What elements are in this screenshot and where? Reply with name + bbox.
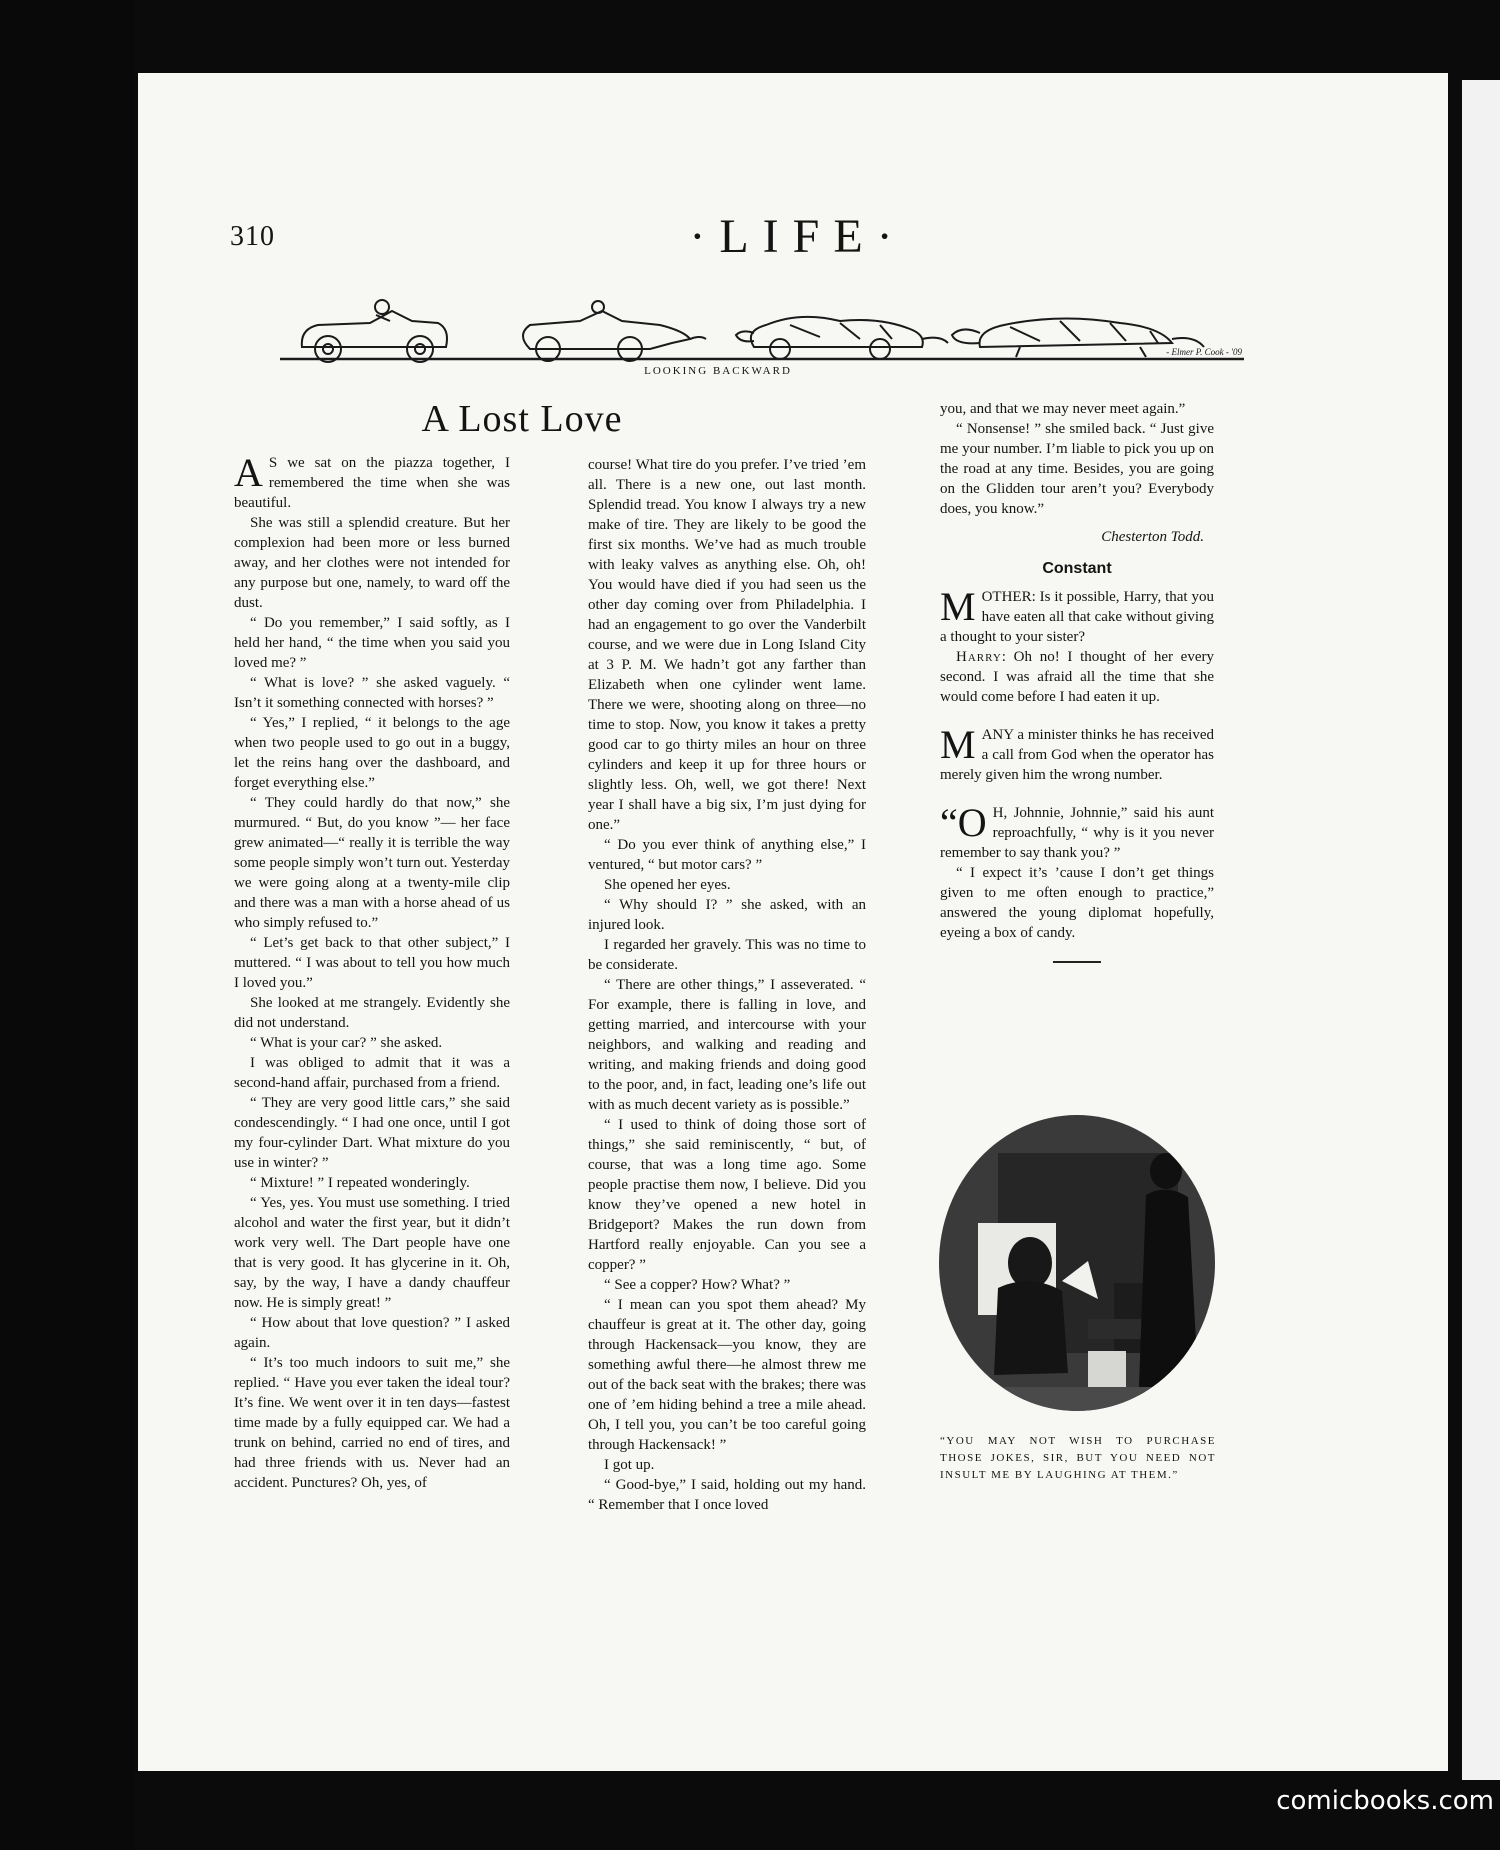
illustration-caption: “YOU MAY NOT WISH TO PURCHASE THOSE JOKES, SIR, BUT YOU NEED NOT INSULT ME BY LAUGHING AT THEM.” bbox=[940, 1435, 1216, 1481]
drop-cap: M bbox=[940, 584, 976, 629]
woman-head bbox=[1150, 1153, 1182, 1189]
paragraph: “ They could hardly do that now,” she murmured. “ But, do you know ”— her face grew animated—“ really it is terrible the way some people simply won’t turn out. Yesterday we were going along at a twenty-mile clip and there was a man with a horse ahead of us who simply refused to.” bbox=[234, 795, 510, 931]
paragraph bbox=[940, 647, 1214, 707]
paragraph: “ Yes, yes. You must use something. I tried alcohol and water the first year, but it didn’t work very well. The Dart people have one that is very good. It has glycerine in it. Oh, say, by the way, I have a dandy chauffeur now. He is simply great! ” bbox=[234, 1195, 510, 1311]
article-column-2 bbox=[588, 455, 866, 1515]
author-signature: Chesterton Todd. bbox=[1101, 529, 1204, 545]
paragraph bbox=[234, 450, 510, 513]
seated-man-body bbox=[994, 1281, 1068, 1375]
office-illustration bbox=[938, 1113, 1216, 1413]
drop-cap: M bbox=[940, 722, 976, 767]
paragraph bbox=[940, 722, 1214, 785]
paragraph: She was still a splendid creature. But her complexion had been more or less burned away, and her clothes were not intended for any purpose but one, namely, to ward off the dust. bbox=[234, 515, 510, 611]
paragraph bbox=[940, 584, 1214, 647]
scan-left-edge bbox=[0, 0, 135, 1850]
car-turtle-drawing bbox=[523, 301, 706, 361]
spacer bbox=[940, 707, 1214, 725]
paragraph: “ Do you ever think of anything else,” I ventured, “ but motor cars? ” bbox=[588, 837, 866, 873]
paragraph-text: OTHER: Is it possible, Harry, that you have eaten all that cake without giving a thought to your sister? bbox=[940, 589, 1214, 645]
paragraph: “ I used to think of doing those sort of things,” she said reminiscently, “ but, of course, that was a long time ago. Some people practise them now, I believe. Did you know they’ve opened a new hotel in Bridgeport? Makes the run down from Hartford really enjoyable. Can you see a copper? ” bbox=[588, 1117, 866, 1273]
paragraph: “ Mixture! ” I repeated wonderingly. bbox=[250, 1175, 470, 1191]
speaker-label: Harry bbox=[956, 649, 1002, 665]
paragraph: “ Yes,” I replied, “ it belongs to the age when two people used to go out in a buggy, let the reins hang over the dashboard, and forget everything else.” bbox=[234, 715, 510, 791]
paragraph: “ What is your car? ” she asked. bbox=[250, 1035, 443, 1051]
drop-cap: A bbox=[234, 450, 263, 495]
turtle-car-drawing bbox=[736, 317, 948, 359]
paragraph: “ Good-bye,” I said, holding out my hand. “ Remember that I once loved bbox=[588, 1477, 866, 1513]
paragraph: She opened her eyes. bbox=[604, 877, 731, 893]
paragraph: you, and that we may never meet again.” bbox=[940, 401, 1186, 417]
paragraph-text: ANY a minister thinks he has received a call from God when the operator has merely given him the wrong number. bbox=[940, 727, 1214, 783]
constant-title: Constant bbox=[1042, 560, 1112, 577]
paragraph: course! What tire do you prefer. I’ve tried ’em all. There is a new one, out last month. Splendid tread. You know I always try a new make of tire. They are likely to be good the first six months. We’ve had as much trouble with leaky valves as anything else. Oh, oh! You would have died if you had seen us the other day coming over from Philadelphia. I had an engagement to go over the Vanderbilt course, and we were due in Long Island City at 3 P. M. We hadn’t got any farther than Elizabeth when one cylinder went lame. There we were, shooting along on three—no time to stop. Now, you know it takes a pretty good car to go thirty miles an hour on three cylinders and keep it up for three hours or slightly less. Oh, well, we got there! Next year I shall have a big six, I’m just dying for one.” bbox=[588, 457, 866, 833]
paragraph-text: S we sat on the piazza together, I remembered the time when she was beautiful. bbox=[234, 455, 510, 511]
artist-signature: - Elmer P. Cook - '09 bbox=[1166, 347, 1242, 357]
banner-caption: LOOKING BACKWARD bbox=[644, 365, 792, 377]
paragraph: “ How about that love question? ” I asked again. bbox=[234, 1315, 510, 1351]
paragraph: “ Let’s get back to that other subject,” I muttered. “ I was about to tell you how much I loved you.” bbox=[234, 935, 510, 991]
paragraph: “ They are very good little cars,” she said condescendingly. “ I had one once, until I got my four-cylinder Dart. What mixture do you use in winter? ” bbox=[234, 1095, 510, 1171]
page-number: 310 bbox=[230, 221, 275, 252]
paragraph bbox=[940, 800, 1214, 863]
car-drawing bbox=[302, 300, 447, 362]
desk-top bbox=[1088, 1319, 1148, 1339]
paragraph: “ See a copper? How? What? ” bbox=[604, 1277, 791, 1293]
paragraph: She looked at me strangely. Evidently she did not understand. bbox=[234, 995, 510, 1031]
masthead-title: ·LIFE· bbox=[689, 210, 907, 263]
paragraph: “ It’s too much indoors to suit me,” she replied. “ Have you ever taken the ideal tour? It’s fine. We went over it in ten days—fastest time made by a fully equipped car. We had a trunk on behind, carried no end of tires, and had three friends with us. Never had an accident. Punctures? Oh, yes, of bbox=[234, 1355, 510, 1491]
paragraph-text: H, Johnnie, Johnnie,” said his aunt reproachfully, “ why is it you never remember to say thank you? ” bbox=[940, 805, 1214, 861]
banner-illustration bbox=[280, 277, 1244, 367]
article-column-1 bbox=[234, 450, 510, 1493]
drop-cap: “O bbox=[940, 800, 987, 845]
article-title: A Lost Love bbox=[421, 398, 623, 440]
paragraph: “ Nonsense! ” she smiled back. “ Just give me your number. I’m liable to pick you up on the road at any time. Besides, you are going on the Glidden tour aren’t you? Everybody does, you know.” bbox=[940, 421, 1214, 517]
paragraph: “ I mean can you spot them ahead? My chauffeur is great at it. The other day, going through Hackensack—you know, they are something awful there—he almost threw me out of the back seat with the brakes; there was one of ’em hiding behind a tree a mile ahead. Oh, I tell you, you can’t be too careful going through Hackensack! ” bbox=[588, 1297, 866, 1453]
watermark: comicbooks.com bbox=[1276, 1786, 1494, 1816]
article-column-3 bbox=[940, 399, 1214, 963]
paragraph-text: : Oh no! I thought of her every second. I was afraid all the time that she would come before I had eaten it up. bbox=[940, 649, 1214, 705]
paragraph: “ What is love? ” she asked vaguely. “ Isn’t it something connected with horses? ” bbox=[234, 675, 510, 711]
seated-man-head bbox=[1008, 1237, 1052, 1289]
paragraph: “ I expect it’s ’cause I don’t get things given to me often enough to practice,” answered the young diplomat hopefully, eyeing a box of candy. bbox=[940, 865, 1214, 941]
paragraph: “ Do you remember,” I said softly, as I held her hand, “ the time when you said you loved me? ” bbox=[234, 615, 510, 671]
paragraph: I was obliged to admit that it was a second-hand affair, purchased from a friend. bbox=[234, 1055, 510, 1091]
paragraph: I got up. bbox=[604, 1457, 655, 1473]
paragraph: “ Why should I? ” she asked, with an injured look. bbox=[588, 897, 866, 933]
floor bbox=[938, 1387, 1216, 1413]
paragraph: “ There are other things,” I asseverated. “ For example, there is falling in love, and getting married, and intercourse with your neighbors, and walking and reading and writing, and making friends and doing good to the poor, and, in fact, leading one’s life out with as much decent variety as is possible.” bbox=[588, 977, 866, 1113]
paragraph: I regarded her gravely. This was no time to be considerate. bbox=[588, 937, 866, 973]
section-divider bbox=[1053, 961, 1101, 963]
magazine-page bbox=[138, 73, 1448, 1771]
scan-next-page-strip bbox=[1462, 80, 1500, 1780]
